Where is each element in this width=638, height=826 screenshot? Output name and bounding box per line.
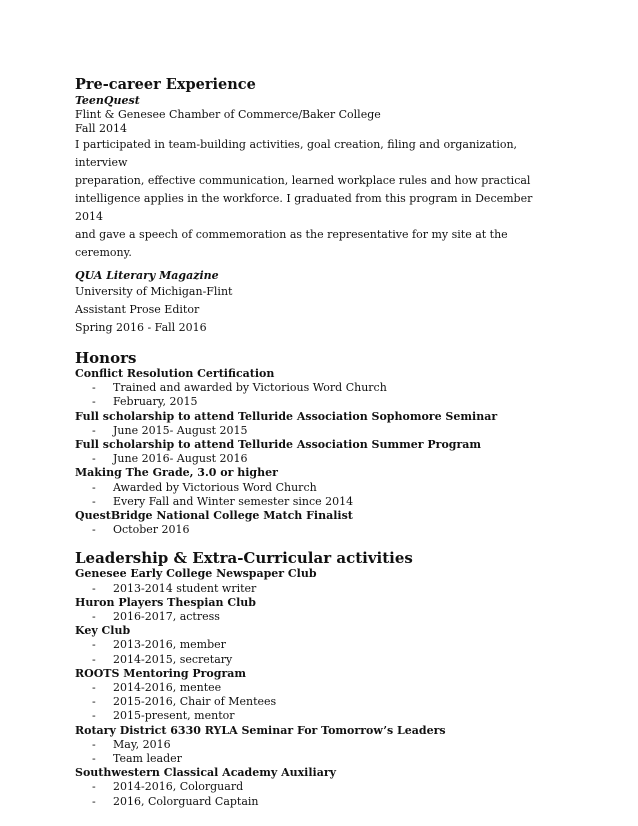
bullet-dash: - <box>92 395 96 409</box>
bullet-dash: - <box>92 423 96 437</box>
entry-description-line: and gave a speech of commemoration as the representative for my site at the ceremony. <box>75 228 508 259</box>
entry-qua <box>75 268 555 337</box>
entry-name: TeenQuest <box>75 94 140 107</box>
list-item-text: May, 2016 <box>113 737 171 751</box>
bullet-dash: - <box>92 681 96 695</box>
item-details <box>75 738 555 766</box>
item-title: Full scholarship to attend Telluride Association Summer Program <box>75 438 482 452</box>
leadership-list <box>75 567 555 808</box>
item-details <box>75 424 555 438</box>
bullet-dash: - <box>92 610 96 624</box>
list-item-text: 2014-2016, Colorguard <box>113 780 244 794</box>
list-item <box>75 481 555 495</box>
bullet-dash: - <box>92 494 96 508</box>
item-title: Huron Players Thespian Club <box>75 595 256 609</box>
section-divider: ______________________________________________________________________________________ <box>75 540 505 551</box>
entry-date: Fall 2014 <box>75 122 127 135</box>
section-heading-precareer: Pre-career Experience <box>75 76 256 93</box>
bullet-dash: - <box>92 638 96 652</box>
bullet-dash: - <box>92 695 96 709</box>
list-item-text: October 2016 <box>113 523 190 537</box>
list-item-text: 2014-2015, secretary <box>113 652 233 666</box>
list-item <box>75 610 555 624</box>
item-title: Key Club <box>75 624 131 638</box>
entry-description-line: intelligence applies in the workforce. I graduated from this program in December 2014 <box>75 192 533 223</box>
entry-organization: University of Michigan-Flint <box>75 285 233 298</box>
item-details <box>75 610 555 624</box>
list-item-text: 2013-2014 student writer <box>113 581 257 595</box>
item-title: Southwestern Classical Academy Auxiliary <box>75 766 337 780</box>
item-details <box>75 481 555 509</box>
item-details <box>75 381 555 409</box>
entry-teenquest <box>75 93 555 262</box>
item-title: Full scholarship to attend Telluride Association Sophomore Seminar <box>75 409 498 423</box>
list-item <box>75 681 555 695</box>
item-title: Genesee Early College Newspaper Club <box>75 567 317 581</box>
list-item <box>75 395 555 409</box>
bullet-dash: - <box>92 523 96 537</box>
bullet-dash: - <box>92 709 96 723</box>
section-heading-honors: Honors <box>75 349 137 367</box>
resume-page <box>75 76 555 809</box>
bullet-dash: - <box>92 652 96 666</box>
list-item <box>75 495 555 509</box>
entry-organization: Flint & Genesee Chamber of Commerce/Baker College <box>75 108 381 121</box>
section-divider: ______________________________________________________________________________________ <box>75 340 505 350</box>
list-item-text: Trained and awarded by Victorious Word Church <box>113 381 387 395</box>
list-item <box>75 452 555 466</box>
list-item-text: Team leader <box>113 752 182 766</box>
item-title: Making The Grade, 3.0 or higher <box>75 466 278 480</box>
item-details <box>75 638 555 666</box>
bullet-dash: - <box>92 737 96 751</box>
list-item <box>75 795 555 809</box>
section-heading-leadership: Leadership & Extra-Curricular activities <box>75 549 413 568</box>
item-title: QuestBridge National College Match Finalist <box>75 509 353 523</box>
entry-name: QUA Literary Magazine <box>75 269 219 282</box>
bullet-dash: - <box>92 752 96 766</box>
bullet-dash: - <box>92 381 96 395</box>
bullet-dash: - <box>92 452 96 466</box>
bullet-dash: - <box>92 794 96 808</box>
list-item-text: Awarded by Victorious Word Church <box>113 480 317 494</box>
list-item <box>75 709 555 723</box>
bullet-dash: - <box>92 780 96 794</box>
honors-list <box>75 367 555 537</box>
item-details <box>75 681 555 724</box>
list-item <box>75 695 555 709</box>
list-item <box>75 424 555 438</box>
item-title: ROOTS Mentoring Program <box>75 666 247 680</box>
entry-description-line: I participated in team-building activities, goal creation, filing and organization, interview <box>75 138 518 169</box>
list-item <box>75 752 555 766</box>
list-item <box>75 582 555 596</box>
item-title: Rotary District 6330 RYLA Seminar For Tomorrow’s Leaders <box>75 723 446 737</box>
list-item-text: 2014-2016, mentee <box>113 681 222 695</box>
list-item <box>75 381 555 395</box>
item-title: Conflict Resolution Certification <box>75 367 275 380</box>
list-item <box>75 523 555 537</box>
list-item-text: 2013-2016, member <box>113 638 226 652</box>
item-details <box>75 523 555 537</box>
item-details <box>75 452 555 466</box>
item-details <box>75 780 555 808</box>
list-item <box>75 780 555 794</box>
list-item-text: Every Fall and Winter semester since 2014 <box>113 494 354 508</box>
list-item-text: 2015-2016, Chair of Mentees <box>113 695 277 709</box>
list-item <box>75 638 555 652</box>
entry-description-line: preparation, effective communication, learned workplace rules and how practical <box>75 174 531 187</box>
list-item-text: June 2015- August 2015 <box>113 423 248 437</box>
list-item <box>75 738 555 752</box>
list-item-text: 2016-2017, actress <box>113 610 220 624</box>
list-item-text: 2016, Colorguard Captain <box>113 794 259 808</box>
list-item-text: June 2016- August 2016 <box>113 452 248 466</box>
entry-date: Spring 2016 - Fall 2016 <box>75 321 207 334</box>
list-item <box>75 653 555 667</box>
item-details <box>75 582 555 596</box>
entry-role: Assistant Prose Editor <box>75 303 200 316</box>
list-item-text: 2015-present, mentor <box>113 709 235 723</box>
bullet-dash: - <box>92 581 96 595</box>
list-item-text: February, 2015 <box>113 395 198 409</box>
bullet-dash: - <box>92 480 96 494</box>
